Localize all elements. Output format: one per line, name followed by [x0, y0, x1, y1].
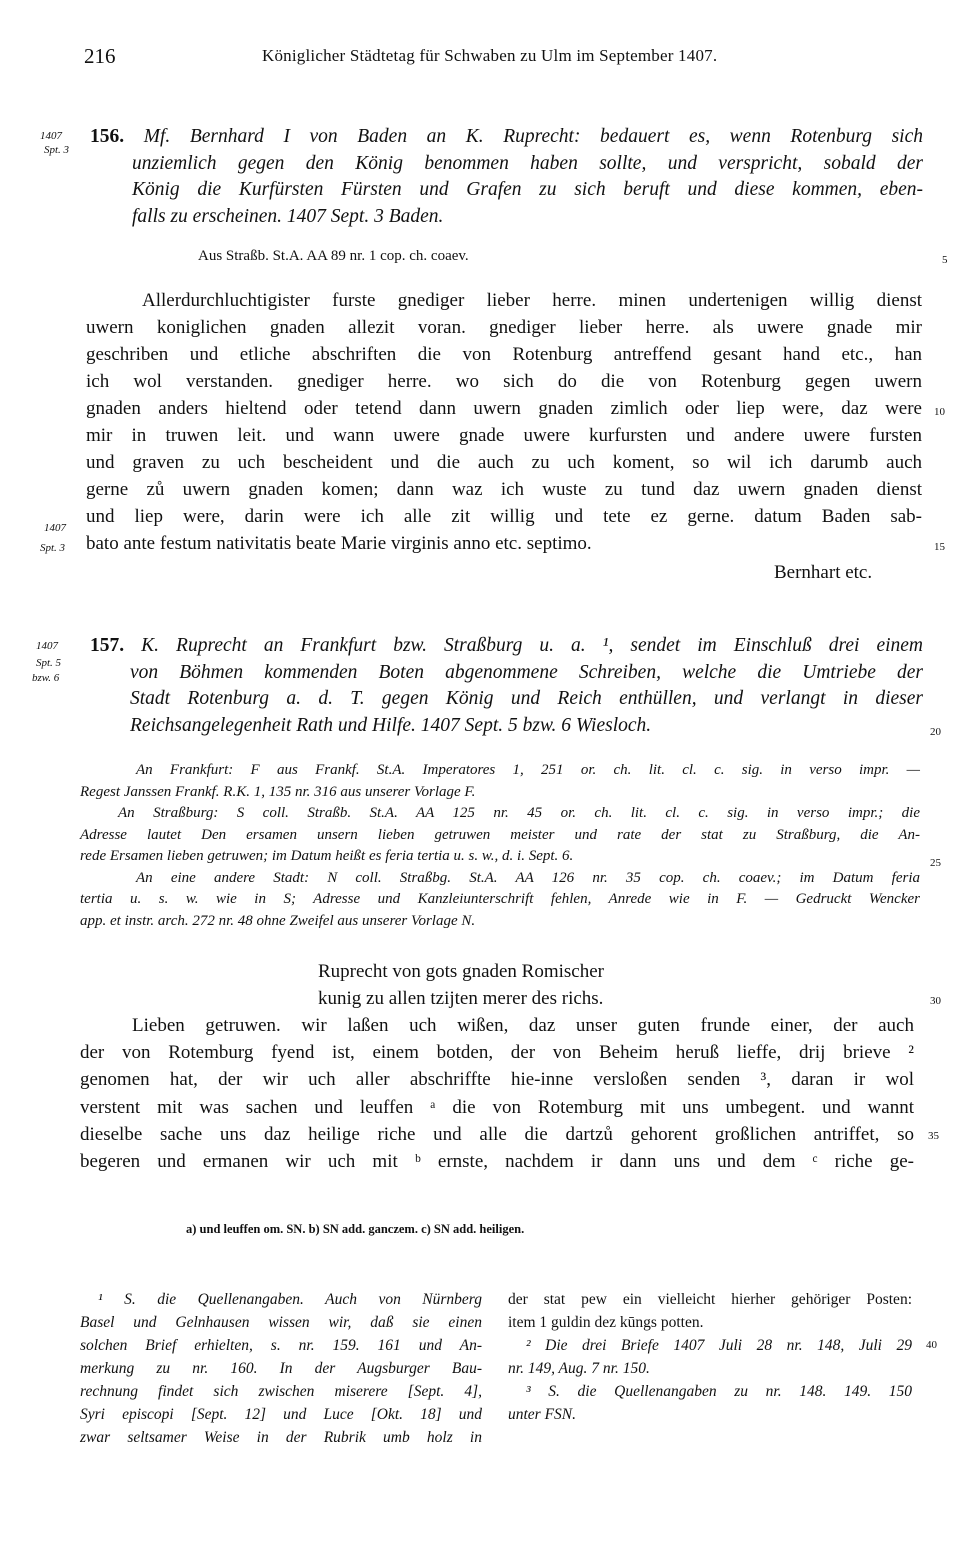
- address-line-2: kunig zu allen tzijten merer des richs.: [318, 988, 604, 1009]
- footnote-line: unter FSN.: [508, 1406, 577, 1423]
- footnote-line: rechnung findet sich zwischen miserere [Sept. 4],: [80, 1383, 482, 1400]
- body-157-line: dieselbe sache uns daz heilige riche und alle die dartzů gehorent großlichen antriffet, so: [80, 1123, 914, 1145]
- line-number: 25: [930, 857, 941, 869]
- source-157: [80, 760, 920, 932]
- heading-156-line-1: [90, 124, 923, 151]
- source-157-line: rede Ersamen lieben getruwen; im Datum heißt es feria tertia u. s. w., d. i. Sept. 6.: [80, 848, 574, 864]
- body-157-line: Lieben getruwen. wir laßen uch wißen, daz unser guten frunde einer, der auch: [132, 1015, 914, 1036]
- heading-156-line-2: unziemlich gegen den König benommen haben sollte, und verspricht, sobald der: [132, 152, 923, 174]
- heading-157-line-2: von Böhmen kommenden Boten abgenommene Schreiben, welche die Umtriebe der: [130, 661, 923, 683]
- margin-date-157b: bzw. 6: [32, 672, 60, 684]
- source-157-line: Adresse lautet Den ersamen unsern lieben getruwen meister und rate der stat zu Straßburg, die An-: [80, 826, 920, 843]
- footnote-line: ¹ S. die Quellenangaben. Auch von Nürnberg: [98, 1291, 482, 1308]
- source-157-line: app. et instr. arch. 272 nr. 48 ohne Zweifel aus unserer Vorlage N.: [80, 912, 476, 929]
- heading-157-line-4: Reichsangelegenheit Rath und Hilfe. 1407 Sept. 5 bzw. 6 Wiesloch.: [130, 714, 652, 736]
- source-157-line: An eine andere Stadt: N coll. Straßbg. St.A. AA 126 nr. 35 cop. ch. coaev.; im Datum feria: [136, 869, 920, 886]
- line-number: 40: [926, 1339, 937, 1351]
- line-number: 20: [930, 726, 941, 738]
- heading-157: [90, 633, 923, 739]
- margin-year-157: 1407: [36, 640, 58, 652]
- line-number: 15: [934, 541, 945, 553]
- line-number: 5: [942, 254, 948, 266]
- body-157-line: verstent mit was sachen und leuffen ᵃ die von Rotemburg mit uns umbegent. und wannt: [80, 1096, 914, 1118]
- body-156-line: und liep were, darin were ich alle zit willig und tete ez gerne. datum Baden sab-: [86, 506, 922, 527]
- footnote-line: item 1 guldin dez kūngs potten.: [508, 1314, 704, 1331]
- heading-156-line-3: König die Kurfürsten Fürsten und Grafen zu sich beruft und diese kommen, eben-: [132, 179, 923, 200]
- source-156: Aus Straßb. St.A. AA 89 nr. 1 cop. ch. coaev.: [198, 248, 469, 264]
- text-critical-notes: a) und leuffen om. SN. b) SN add. ganczem. c) SN add. heiligen.: [186, 1222, 525, 1236]
- body-156-line: und graven zu uch bescheident und die auch zu uch koment, so wil ich darumb auch: [86, 452, 922, 473]
- body-156-line: ich wol verstanden. gnediger herre. wo sich do die von Rotenburg gegen uwern: [86, 371, 922, 392]
- signature-156: Bernhart etc.: [774, 562, 873, 583]
- footnote-line: ² Die drei Briefe 1407 Juli 28 nr. 148, Juli 29: [526, 1337, 912, 1354]
- body-157-line: der von Rotemburg fyend ist, einem botden, der von Beheim heruß lieffe, drij brieve ²: [80, 1042, 914, 1064]
- footnote-line: ³ S. die Quellenangaben zu nr. 148. 149. 150: [526, 1383, 912, 1400]
- heading-157-line-3: Stadt Rotenburg a. d. T. gegen König und Reich enthüllen, und verlangt in dieser: [130, 688, 923, 709]
- footnotes-left: [80, 1288, 482, 1449]
- heading-157-text-1: K. Ruprecht an Frankfurt bzw. Straßburg u. a. ¹, sendet im Einschluß drei einem: [141, 635, 924, 656]
- body-157: [80, 1012, 914, 1175]
- line-number: 35: [928, 1130, 939, 1142]
- body-156: [86, 287, 922, 557]
- source-157-line: Regest Janssen Frankf. R.K. 1, 135 nr. 316 aus unserer Vorlage F.: [80, 783, 476, 800]
- body-156-line: geschriben und etliche abschriften die von Rotenburg antreffend gesant hand etc., han: [86, 344, 922, 365]
- body-156-line: mir in truwen leit. und wann uwere gnade uwere kurfursten und andere uwere fursten: [86, 425, 922, 446]
- heading-156: [90, 124, 923, 230]
- page-number: 216: [84, 44, 116, 68]
- body-156-line: bato ante festum nativitatis beate Marie virginis anno etc. septimo.: [86, 533, 592, 554]
- source-157-line: An Straßburg: S coll. Straßb. St.A. AA 125 nr. 45 or. ch. lit. cl. c. sig. in verso impr.; die: [118, 805, 920, 821]
- footnote-line: nr. 149, Aug. 7 nr. 150.: [508, 1360, 650, 1377]
- margin-year-156: 1407: [40, 130, 62, 142]
- doc-number-156: 156.: [90, 126, 125, 147]
- line-number: 10: [934, 406, 945, 418]
- footnote-line: zwar seltsamer Weise in der Rubrik umb holz in: [80, 1429, 482, 1446]
- body-156-line: gerne zů uwern gnaden komen; dann waz ich wuste zu tund daz uwern gnaden dienst: [86, 479, 922, 500]
- body-157-line: genomen hat, der wir uch aller abschriffte hie-inne versloßen senden ³, daran ir wol: [80, 1069, 914, 1091]
- body-156-line: Allerdurchluchtigister furste gnediger lieber herre. minen undertenigen willig dienst: [142, 290, 922, 311]
- running-title: Königlicher Städtetag für Schwaben zu Ulm im September 1407.: [262, 46, 718, 65]
- address-line-1: Ruprecht von gots gnaden Romischer: [318, 961, 605, 982]
- heading-157-line-1: [90, 633, 923, 660]
- footnote-line: solchen Brief erhielten, s. nr. 159. 161 und An-: [80, 1337, 482, 1354]
- heading-156-line-4: falls zu erscheinen. 1407 Sept. 3 Baden.: [132, 205, 444, 227]
- source-157-line: tertia u. s. w. wie in S; Adresse und Kanzleiunterschrift fehlen, Anrede wie in F. — Gedruckt Wencker: [80, 891, 920, 907]
- margin-year-156b: 1407: [44, 522, 66, 534]
- body-157-line: begeren und ermanen wir uch mit ᵇ ernste, nachdem ir dann uns und dem ᶜ riche ge-: [80, 1151, 914, 1173]
- footnotes-right: [508, 1288, 912, 1426]
- doc-number-157: 157.: [90, 635, 125, 656]
- footnote-line: der stat pew ein vielleicht hierher gehöriger Posten:: [508, 1291, 912, 1308]
- footnote-line: Syri episcopi [Sept. 12] und Luce [Okt. 18] und: [80, 1406, 482, 1423]
- margin-date-156: Spt. 3: [44, 144, 70, 156]
- line-number: 30: [930, 995, 941, 1007]
- margin-date-157: Spt. 5: [36, 657, 62, 669]
- heading-156-text-1: Mf. Bernhard I von Baden an K. Ruprecht: bedauert es, wenn Rotenburg sich: [143, 126, 924, 147]
- source-157-line: An Frankfurt: F aus Frankf. St.A. Imperatores 1, 251 or. ch. lit. cl. c. sig. in verso impr. —: [136, 762, 920, 778]
- body-156-line: gnaden anders hieltend oder tetend dann uwern gnaden zimlich oder liep were, daz were: [86, 398, 922, 419]
- body-156-line: uwern koniglichen gnaden allezit voran. gnediger lieber herre. als uwere gnade mir: [86, 317, 922, 338]
- margin-date-156b: Spt. 3: [40, 542, 66, 554]
- footnote-line: merkung zu nr. 160. In der Augsburger Bau-: [80, 1360, 482, 1377]
- footnote-line: Basel und Gelnhausen wissen wir, daß sie einen: [80, 1314, 482, 1331]
